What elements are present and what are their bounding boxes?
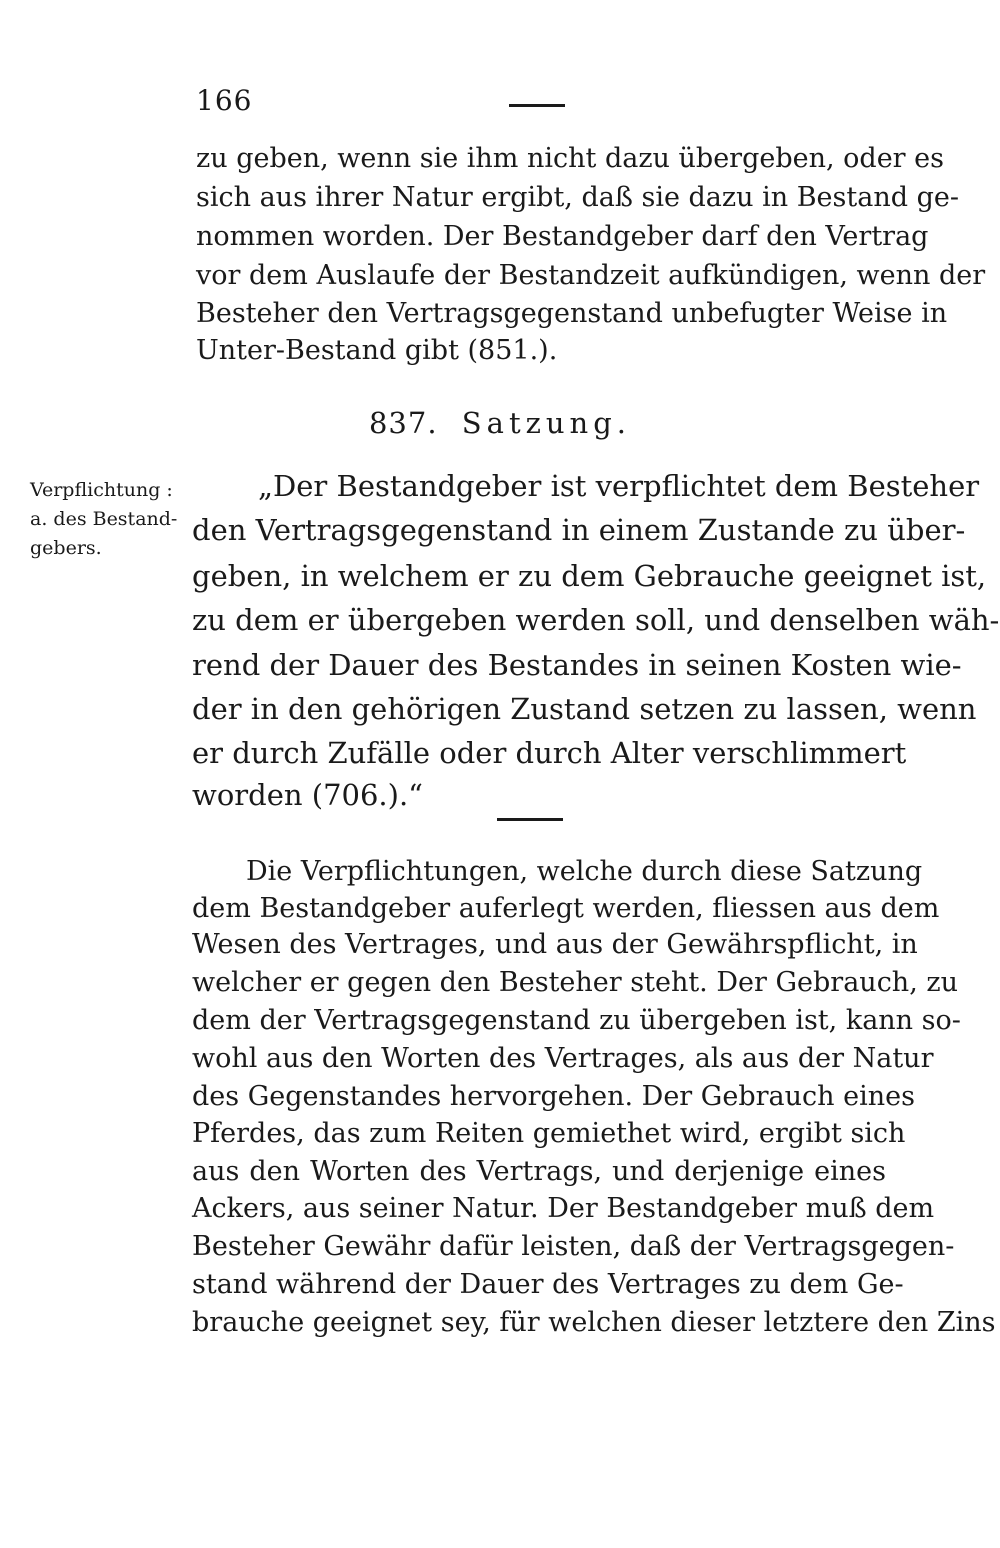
text-line: welcher er gegen den Besteher steht. Der Gebrauch, zu xyxy=(192,967,958,998)
margin-note-line: Verpflichtung : xyxy=(30,479,173,501)
text-line: wohl aus den Worten des Vertrages, als aus der Natur xyxy=(192,1043,934,1074)
quote-line: worden (706.).“ xyxy=(192,778,424,812)
text-line: Unter-Bestand gibt (851.). xyxy=(196,335,558,366)
quote-line: rend der Dauer des Bestandes in seinen Kosten wie- xyxy=(192,648,962,682)
section-title: Satzung. xyxy=(461,406,632,440)
text-line: Ackers, aus seiner Natur. Der Bestandgeber muß dem xyxy=(192,1193,935,1224)
margin-note xyxy=(30,476,190,563)
text-line: des Gegenstandes hervorgehen. Der Gebrauch eines xyxy=(192,1081,915,1112)
text-line: Die Verpflichtungen, welche durch diese Satzung xyxy=(246,856,923,887)
text-line: vor dem Auslaufe der Bestandzeit aufkündigen, wenn der xyxy=(196,260,986,291)
header-rule xyxy=(509,104,565,107)
text-line: brauche geeignet sey, für welchen dieser letztere den Zins xyxy=(192,1307,996,1338)
text-line: Besteher den Vertragsgegenstand unbefugter Weise in xyxy=(196,298,948,329)
page-header xyxy=(196,84,886,124)
page-number: 166 xyxy=(196,84,253,117)
quote-line: den Vertragsgegenstand in einem Zustande zu über- xyxy=(192,513,966,547)
margin-note-line: a. des Bestand- xyxy=(30,508,178,530)
text-line: sich aus ihrer Natur ergibt, daß sie dazu in Bestand ge- xyxy=(196,182,959,213)
text-line: zu geben, wenn sie ihm nicht dazu übergeben, oder es xyxy=(196,143,945,174)
text-line: Pferdes, das zum Reiten gemiethet wird, ergibt sich xyxy=(192,1118,906,1149)
quote-line: geben, in welchem er zu dem Gebrauche geeignet ist, xyxy=(192,559,987,593)
margin-note-line: gebers. xyxy=(30,537,102,559)
section-heading xyxy=(0,406,1000,440)
text-line: dem der Vertragsgegenstand zu übergeben ist, kann so- xyxy=(192,1005,961,1036)
text-line: Wesen des Vertrages, und aus der Gewährspflicht, in xyxy=(192,929,918,960)
text-line: Besteher Gewähr dafür leisten, daß der Vertragsgegen- xyxy=(192,1231,955,1262)
text-line: dem Bestandgeber auferlegt werden, fliessen aus dem xyxy=(192,893,940,924)
text-line: aus den Worten des Vertrags, und derjenige eines xyxy=(192,1156,886,1187)
quote-line: er durch Zufälle oder durch Alter verschlimmert xyxy=(192,736,907,770)
section-number: 837. xyxy=(368,406,438,440)
quote-line: der in den gehörigen Zustand setzen zu lassen, wenn xyxy=(192,692,977,726)
text-line: nommen worden. Der Bestandgeber darf den Vertrag xyxy=(196,221,929,252)
quote-line: „Der Bestandgeber ist verpflichtet dem Besteher xyxy=(258,469,980,503)
quote-line: zu dem er übergeben werden soll, und denselben wäh- xyxy=(192,603,1000,637)
text-line: stand während der Dauer des Vertrages zu dem Ge- xyxy=(192,1269,904,1300)
section-divider xyxy=(497,818,563,821)
